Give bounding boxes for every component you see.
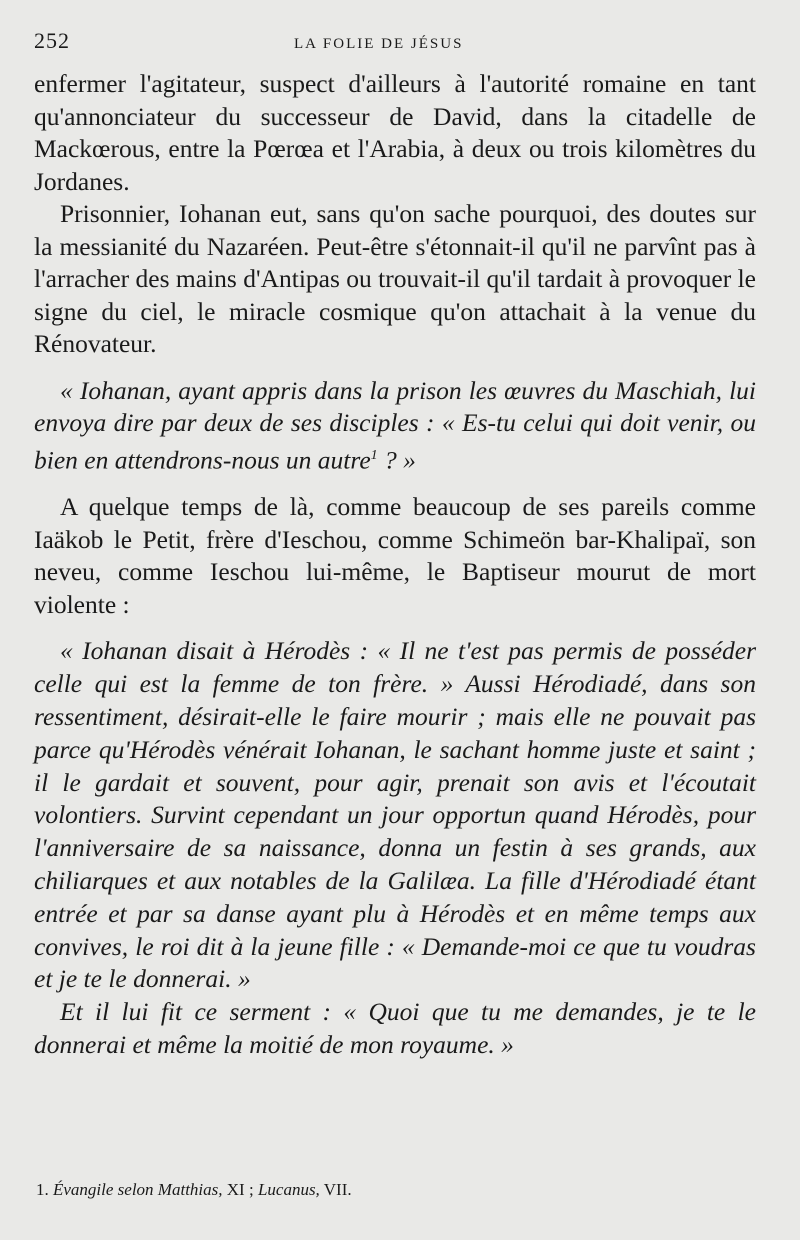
footnote [36,1180,352,1200]
page-header [34,28,756,68]
paragraph-2: Prisonnier, Iohanan eut, sans qu'on sache pourquoi, des doutes sur la messianité du Nazaréen. Peut-être s'étonnait-il qu'il ne parvînt pas à l'arracher des mains d'Antipas ou trouvait-il qu'il tardait à provoquer le signe du ciel, le miracle cosmique qu'on attachait à la venue du Rénovateur. [34,199,756,358]
paragraph-1: enfermer l'agitateur, suspect d'ailleurs à l'autorité romaine en tant qu'annonciateur du successeur de David, dans la citadelle de Mackœrous, entre la Pœrœa et l'Arabia, à deux ou trois kilomètres du Jordanes. [34,69,756,196]
running-title: LA FOLIE DE JÉSUS [294,36,464,52]
footnote-number: 1. [36,1180,49,1199]
quote-1-text: « Iohanan, ayant appris dans la prison les œuvres du Maschiah, lui envoya dire par deux de ses disciples : « Es-tu celui qui doit venir, ou bien en attendrons-nous un autre [34,375,756,475]
quote-1-end: ? » [377,445,416,475]
footnote-ref: 1 [370,448,378,464]
footnote-source-2: Lucanus, [257,1180,320,1199]
quote-2-continuation: Et il lui fit ce serment : « Quoi que tu me demandes, je te le donnerai et même la moitié de mon royaume. » [34,997,756,1059]
footnote-source: Évangile selon Matthias, [53,1180,223,1199]
page-number: 252 [34,28,70,53]
footnote-ref-1: XI ; [222,1180,258,1199]
quote-2: « Iohanan disait à Hérodès : « Il ne t'est pas permis de posséder celle qui est la femme de ton frère. » Aussi Hérodiadé, dans son ressentiment, désirait-elle le faire mourir ; mais elle ne pouvait pas parce qu'Hérodès vénérait Iohanan, le sachant homme juste et saint ; il le gardait et souvent, pour agir, prenait son avis et l'écoutait volontiers. Survint cependant un jour opportun quand Hérodès, pour l'anniversaire de sa naissance, donna un festin à ses grands, aux chiliarques et aux notables de la Galilæa. La fille d'Hérodiadé étant entrée et par sa danse ayant plu à Hérodès et en même temps aux convives, le roi dit à la jeune fille : « Demande-moi ce que tu voudras et je te le donnerai. » [34,636,756,994]
paragraph-3: A quelque temps de là, comme beaucoup de ses pareils comme Iaäkob le Petit, frère d'Ieschou, comme Schimeön bar-Khalipaï, son neveu, comme Ieschou lui-même, le Baptiseur mourut de mort violente : [34,492,756,619]
quote-1 [34,375,756,478]
footnote-ref-2: VII. [319,1180,352,1199]
